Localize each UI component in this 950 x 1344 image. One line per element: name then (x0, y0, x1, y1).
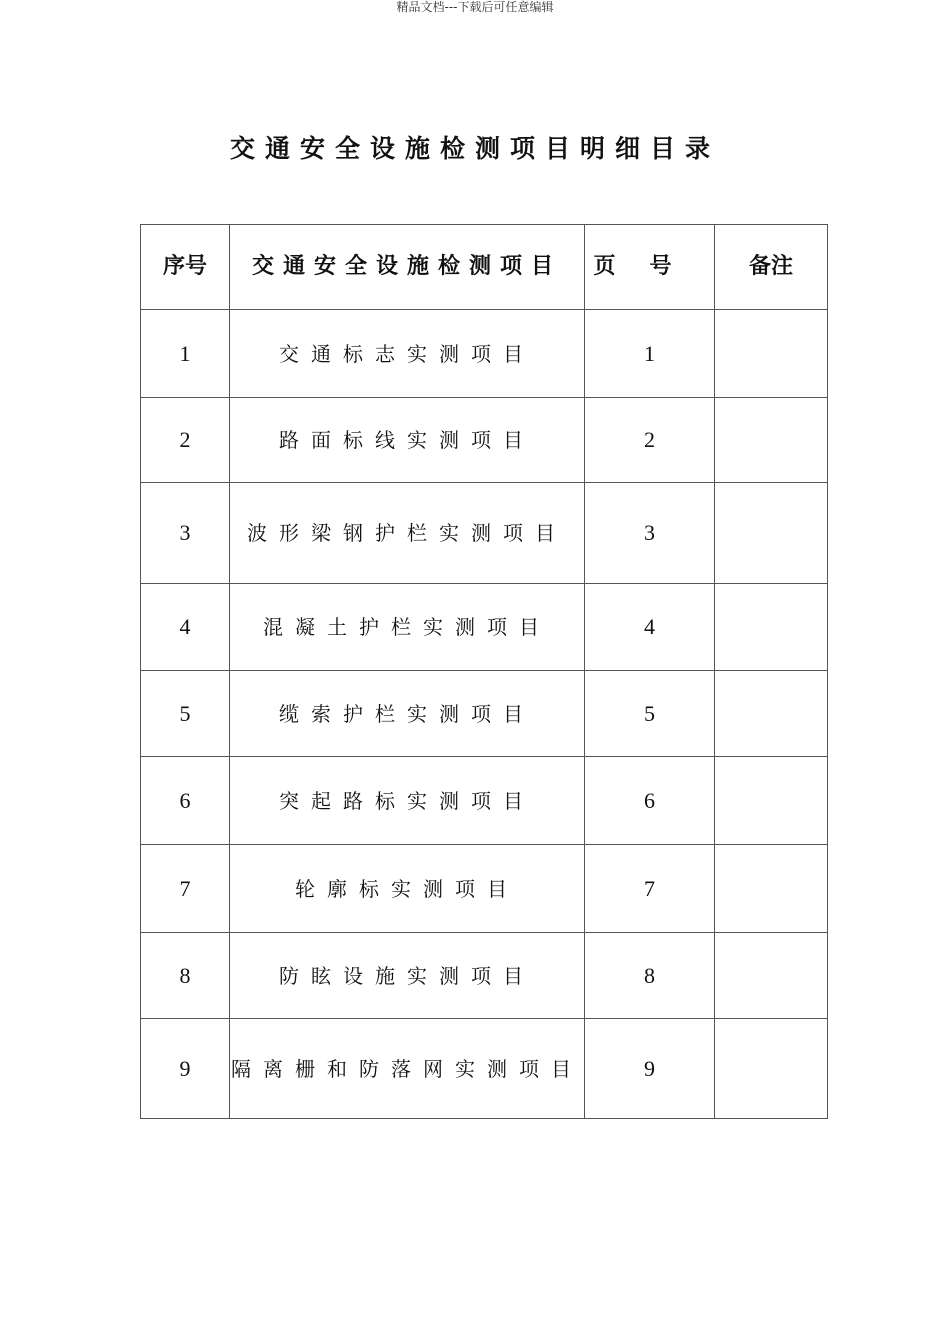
table-row (141, 398, 828, 483)
row-remark (715, 1019, 828, 1119)
row-page: 4 (585, 584, 715, 671)
row-item: 波形梁钢护栏实测项目 (230, 483, 585, 584)
table-row (141, 757, 828, 845)
row-item: 轮廓标实测项目 (230, 845, 585, 933)
row-item: 交通标志实测项目 (230, 310, 585, 398)
row-item: 突起路标实测项目 (230, 757, 585, 845)
row-item: 隔离栅和防落网实测项目 (230, 1019, 585, 1119)
row-page: 2 (585, 398, 715, 483)
row-page: 1 (585, 310, 715, 398)
row-remark (715, 398, 828, 483)
table-row (141, 671, 828, 757)
row-item: 混凝土护栏实测项目 (230, 584, 585, 671)
table-row (141, 310, 828, 398)
header-page: 页号 (585, 225, 715, 310)
row-page: 3 (585, 483, 715, 584)
row-index: 9 (141, 1019, 230, 1119)
row-page: 8 (585, 933, 715, 1019)
header-item: 交通安全设施检测项目 (230, 225, 585, 310)
row-remark (715, 584, 828, 671)
table-row (141, 1019, 828, 1119)
row-index: 4 (141, 584, 230, 671)
header-note: 精品文档---下载后可任意编辑 (396, 0, 554, 14)
header-remark: 备注 (715, 225, 828, 310)
row-remark (715, 671, 828, 757)
row-remark (715, 845, 828, 933)
table-row (141, 483, 828, 584)
page-title: 交通安全设施检测项目明细目录 (229, 134, 720, 163)
row-remark (715, 483, 828, 584)
table-header-row (141, 225, 828, 310)
row-page: 7 (585, 845, 715, 933)
row-index: 2 (141, 398, 230, 483)
row-item: 路面标线实测项目 (230, 398, 585, 483)
table-row (141, 933, 828, 1019)
row-index: 7 (141, 845, 230, 933)
row-remark (715, 310, 828, 398)
row-index: 3 (141, 483, 230, 584)
row-index: 5 (141, 671, 230, 757)
row-index: 8 (141, 933, 230, 1019)
row-remark (715, 933, 828, 1019)
table-row (141, 584, 828, 671)
row-item: 防眩设施实测项目 (230, 933, 585, 1019)
table-row (141, 845, 828, 933)
row-page: 9 (585, 1019, 715, 1119)
row-remark (715, 757, 828, 845)
row-index: 6 (141, 757, 230, 845)
row-item: 缆索护栏实测项目 (230, 671, 585, 757)
row-index: 1 (141, 310, 230, 398)
row-page: 6 (585, 757, 715, 845)
header-index: 序号 (141, 225, 230, 310)
toc-table (140, 224, 828, 1119)
row-page: 5 (585, 671, 715, 757)
